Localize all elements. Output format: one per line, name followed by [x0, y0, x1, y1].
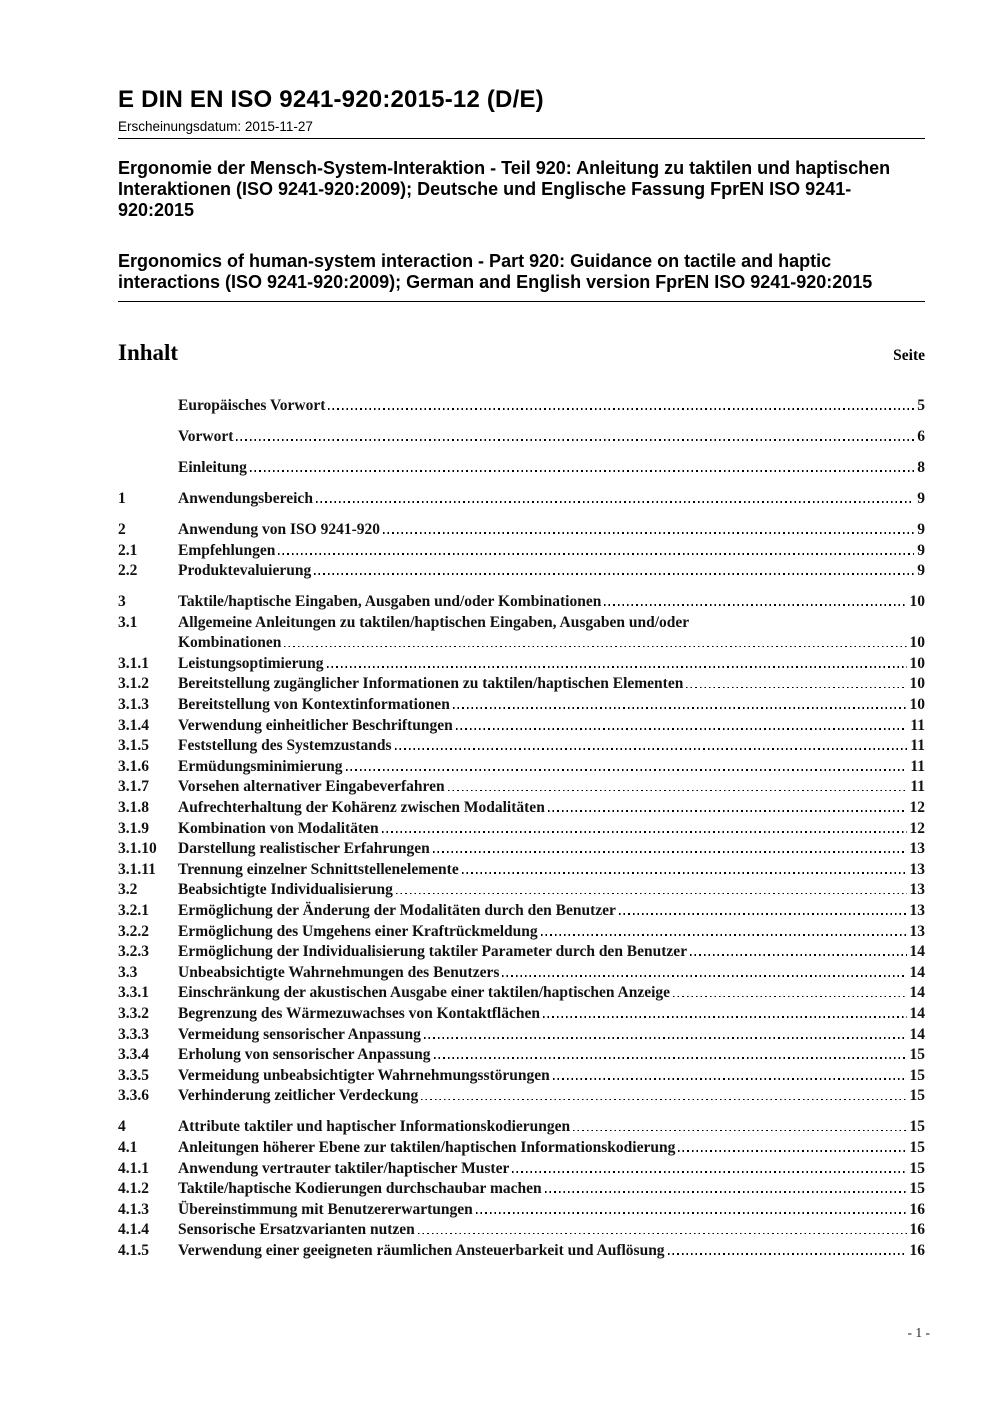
- toc-dot-leader: [512, 1171, 906, 1173]
- toc-entry-page: 10: [909, 675, 925, 693]
- toc-entry[interactable]: [118, 1066, 925, 1087]
- toc-entry-number: 3.1.11: [118, 860, 156, 878]
- toc-entry[interactable]: [118, 757, 925, 778]
- toc-dot-leader: [462, 872, 907, 874]
- toc-entry[interactable]: [118, 396, 925, 417]
- toc-entry[interactable]: [118, 1179, 925, 1200]
- toc-entry-number: 3.1.7: [118, 778, 149, 796]
- toc-entry-number: 1: [118, 489, 126, 507]
- toc-entry-number: 3.1.1: [118, 654, 149, 672]
- toc-entry[interactable]: [118, 1086, 925, 1107]
- toc-entry-title: Anwendung von ISO 9241-920: [178, 520, 380, 538]
- toc-entry-page: 15: [909, 1066, 925, 1084]
- toc-entry-page: 14: [909, 943, 925, 961]
- toc-dot-leader: [383, 532, 914, 534]
- toc-entry-title: Kombination von Modalitäten: [178, 819, 379, 837]
- toc-entry-title: Darstellung realistischer Erfahrungen: [178, 840, 430, 858]
- toc-entry-title: Einschränkung der akustischen Ausgabe einer taktilen/haptischen Anzeige: [178, 984, 671, 1002]
- toc-dot-leader: [604, 604, 906, 606]
- toc-dot-leader: [327, 666, 907, 668]
- toc-entry-title: Vorsehen alternativer Eingabeverfahren: [178, 778, 445, 796]
- toc-dot-leader: [346, 769, 908, 771]
- toc-entry-number: 3.2.2: [118, 922, 149, 940]
- toc-entry-number: 3.3.4: [118, 1046, 149, 1064]
- publication-date: Erscheinungsdatum: 2015-11-27: [118, 119, 313, 134]
- toc-dot-leader: [424, 1037, 907, 1039]
- toc-entry-title: Trennung einzelner Schnittstellenelemente: [178, 860, 459, 878]
- toc-entry-page: 11: [910, 778, 925, 796]
- toc-entry-title: Produktevaluierung: [178, 562, 312, 580]
- toc-entry-page: 14: [909, 984, 925, 1002]
- toc-entry-page: 12: [909, 799, 925, 817]
- toc-entry[interactable]: [118, 695, 925, 716]
- toc-dot-leader: [418, 1233, 907, 1235]
- toc-entry-page: 9: [917, 541, 925, 559]
- toc-entry-title: Unbeabsichtigte Wahrnehmungen des Benutzers: [178, 963, 500, 981]
- toc-entry[interactable]: [118, 674, 925, 695]
- toc-dot-leader: [284, 646, 906, 648]
- toc-entry-number: 3.1.9: [118, 819, 149, 837]
- toc-entry-page: 8: [917, 458, 925, 476]
- toc-entry-number: 3: [118, 593, 126, 611]
- toc-entry-page: 13: [909, 902, 925, 920]
- toc-entry[interactable]: [118, 819, 925, 840]
- toc-entry-number: 3.3: [118, 963, 138, 981]
- toc-entry-page: 12: [909, 819, 925, 837]
- toc-entry-number: 3.1.5: [118, 737, 149, 755]
- toc-entry-title: Ermöglichung des Umgehens einer Kraftrückmeldung: [178, 922, 538, 940]
- toc-entry-page: 10: [909, 634, 925, 652]
- toc-dot-leader: [448, 790, 908, 792]
- toc-entry[interactable]: [118, 880, 925, 901]
- toc-dot-leader: [453, 707, 907, 709]
- toc-entry-title: Kombinationen: [178, 634, 282, 652]
- toc-entry-page: 10: [909, 696, 925, 714]
- toc-entry[interactable]: [118, 1241, 925, 1262]
- toc-entry-title: Verhinderung zeitlicher Verdeckung: [178, 1087, 419, 1105]
- page-number-footer: - 1 -: [907, 1325, 930, 1340]
- toc-entry-number: 4.1.3: [118, 1200, 149, 1218]
- toc-entry-number: 2: [118, 520, 126, 538]
- toc-entry[interactable]: [118, 901, 925, 922]
- toc-entry[interactable]: [118, 860, 925, 881]
- toc-heading: Inhalt: [118, 340, 179, 365]
- toc-entry[interactable]: [118, 489, 925, 510]
- toc-page-column-label: Seite: [893, 347, 925, 364]
- toc-entry[interactable]: [118, 1117, 925, 1138]
- toc-dot-leader: [316, 501, 914, 503]
- toc-entry-number: 3.3.6: [118, 1087, 149, 1105]
- toc-entry-title: Allgemeine Anleitungen zu taktilen/haptischen Eingaben, Ausgaben und/oder: [178, 613, 690, 631]
- toc-entry[interactable]: [118, 963, 925, 984]
- toc-entry[interactable]: [118, 633, 925, 654]
- toc-entry[interactable]: [118, 983, 925, 1004]
- divider: [118, 138, 925, 139]
- toc-entry-number: 3.2: [118, 881, 138, 899]
- toc-entry-title: Verwendung einer geeigneten räumlichen Ansteuerbarkeit und Auflösung: [178, 1241, 665, 1259]
- toc-entry-number: 3.3.2: [118, 1004, 149, 1022]
- toc-entry-number: 4.1: [118, 1138, 138, 1156]
- toc-entry[interactable]: [118, 1220, 925, 1241]
- toc-entry[interactable]: [118, 561, 925, 582]
- divider: [118, 301, 925, 302]
- toc-dot-leader: [236, 439, 914, 441]
- toc-entry-page: 9: [917, 562, 925, 580]
- toc-entry-number: 4.1.5: [118, 1241, 149, 1259]
- toc-entry-number: 3.2.3: [118, 943, 149, 961]
- toc-entry-title: Leistungsoptimierung: [178, 654, 324, 672]
- toc-dot-leader: [541, 934, 907, 936]
- toc-dot-leader: [502, 975, 906, 977]
- toc-entry-page: 13: [909, 881, 925, 899]
- toc-entry-title: Ermöglichung der Änderung der Modalitäten durch den Benutzer: [178, 902, 616, 920]
- toc-entry-title: Taktile/haptische Kodierungen durchschaubar machen: [178, 1180, 542, 1198]
- toc-entry-title: Verwendung einheitlicher Beschriftungen: [178, 716, 453, 734]
- toc-dot-leader: [328, 408, 914, 410]
- toc-dot-leader: [548, 810, 907, 812]
- toc-list: [118, 396, 925, 1262]
- toc-entry-title: Bereitstellung zugänglicher Informationen zu taktilen/haptischen Elementen: [178, 675, 684, 693]
- toc-dot-leader: [314, 573, 914, 575]
- toc-entry-page: 14: [909, 963, 925, 981]
- toc-entry-number: 4.1.1: [118, 1159, 149, 1177]
- toc-entry-number: 4.1.4: [118, 1221, 149, 1239]
- toc-dot-leader: [434, 1057, 907, 1059]
- toc-entry[interactable]: [118, 1200, 925, 1221]
- toc-dot-leader: [476, 1212, 907, 1214]
- toc-dot-leader: [690, 954, 906, 956]
- toc-dot-leader: [433, 851, 907, 853]
- toc-entry-page: 14: [909, 1025, 925, 1043]
- toc-entry-title: Anwendungsbereich: [178, 489, 313, 507]
- toc-entry[interactable]: [118, 1159, 925, 1180]
- toc-entry-number: 3.1: [118, 613, 138, 631]
- toc-entry-page: 15: [909, 1118, 925, 1136]
- toc-entry[interactable]: [118, 1045, 925, 1066]
- toc-entry-number: 3.3.3: [118, 1025, 149, 1043]
- toc-entry[interactable]: [118, 654, 925, 675]
- document-number: E DIN EN ISO 9241-920:2015-12 (D/E): [118, 86, 544, 113]
- toc-dot-leader: [396, 893, 907, 895]
- toc-entry[interactable]: [118, 798, 925, 819]
- toc-entry-page: 16: [909, 1221, 925, 1239]
- toc-entry-title: Begrenzung des Wärmezuwachses von Kontaktflächen: [178, 1004, 540, 1022]
- toc-dot-leader: [553, 1078, 907, 1080]
- toc-entry-number: 3.1.2: [118, 675, 149, 693]
- toc-entry-title: Aufrechterhaltung der Kohärenz zwischen Modalitäten: [178, 799, 545, 817]
- toc-entry-page: 15: [909, 1138, 925, 1156]
- toc-entry-title: Europäisches Vorwort: [178, 397, 326, 414]
- toc-dot-leader: [668, 1253, 907, 1255]
- toc-entry-title: Anleitungen höherer Ebene zur taktilen/haptischen Informationskodierung: [178, 1138, 676, 1156]
- toc-entry-title: Einleitung: [178, 458, 247, 476]
- toc-entry-page: 5: [917, 397, 925, 414]
- toc-entry-title: Bereitstellung von Kontextinformationen: [178, 696, 450, 714]
- toc-dot-leader: [395, 748, 908, 750]
- toc-entry-number: 3.1.10: [118, 840, 157, 858]
- toc-dot-leader: [573, 1130, 906, 1132]
- toc-entry[interactable]: [118, 520, 925, 541]
- toc-entry[interactable]: [118, 427, 925, 448]
- toc-entry[interactable]: [118, 777, 925, 798]
- toc-entry-page: 15: [909, 1046, 925, 1064]
- toc-entry-number: 3.2.1: [118, 902, 149, 920]
- title-german: Ergonomie der Mensch-System-Interaktion - Teil 920: Anleitung zu taktilen und haptischen Interaktionen (ISO 9241-920:2009); Deutsche und Englische Fassung FprEN ISO 9241-920:2015: [118, 158, 891, 220]
- toc-entry[interactable]: [118, 716, 925, 737]
- toc-entry-number: 3.1.6: [118, 757, 149, 775]
- title-english: Ergonomics of human-system interaction - Part 920: Guidance on tactile and haptic interactions (ISO 9241-920:2009); German and English version FprEN ISO 9241-920:2015: [118, 251, 873, 292]
- toc-entry-page: 16: [909, 1200, 925, 1218]
- toc-entry-title: Ermüdungsminimierung: [178, 757, 343, 775]
- toc-entry-number: 4: [118, 1118, 126, 1136]
- toc-dot-leader: [678, 1150, 906, 1152]
- toc-entry[interactable]: [118, 458, 925, 479]
- toc-entry-number: 2.2: [118, 562, 138, 580]
- toc-entry-page: 15: [909, 1180, 925, 1198]
- toc-entry-number: 3.1.3: [118, 696, 149, 714]
- toc-dot-leader: [619, 913, 907, 915]
- toc-entry[interactable]: [118, 1025, 925, 1046]
- toc-entry[interactable]: [118, 1138, 925, 1159]
- toc-entry-title: Ermöglichung der Individualisierung taktiler Parameter durch den Benutzer: [178, 943, 688, 961]
- toc-entry-title: Übereinstimmung mit Benutzererwartungen: [178, 1200, 473, 1218]
- toc-dot-leader: [456, 728, 908, 730]
- toc-entry-title: Anwendung vertrauter taktiler/haptischer Muster: [178, 1159, 510, 1177]
- toc-entry-title: Vorwort: [178, 427, 234, 445]
- toc-entry[interactable]: [118, 1004, 925, 1025]
- toc-entry-page: 10: [909, 654, 925, 672]
- toc-entry-page: 11: [910, 737, 925, 755]
- toc-dot-leader: [673, 996, 906, 998]
- toc-entry[interactable]: [118, 922, 925, 943]
- toc-entry[interactable]: [118, 839, 925, 860]
- toc-dot-leader: [545, 1191, 907, 1193]
- toc-entry-title: Attribute taktiler und haptischer Informationskodierungen: [178, 1118, 571, 1136]
- toc-dot-leader: [686, 687, 906, 689]
- toc-entry[interactable]: [118, 541, 925, 562]
- toc-entry-title: Sensorische Ersatzvarianten nutzen: [178, 1221, 415, 1239]
- toc-entry[interactable]: [118, 613, 925, 634]
- toc-entry-number: 4.1.2: [118, 1180, 149, 1198]
- toc-entry-title: Vermeidung sensorischer Anpassung: [178, 1025, 421, 1043]
- toc-entry-page: 14: [909, 1004, 925, 1022]
- toc-entry-title: Empfehlungen: [178, 541, 276, 559]
- toc-entry-page: 9: [917, 489, 925, 507]
- toc-entry-title: Taktile/haptische Eingaben, Ausgaben und/oder Kombinationen: [178, 593, 602, 611]
- toc-header: [118, 340, 925, 366]
- toc-entry-page: 11: [910, 716, 925, 734]
- toc-entry-title: Beabsichtigte Individualisierung: [178, 881, 393, 899]
- toc-entry-number: 3.3.5: [118, 1066, 149, 1084]
- toc-entry-page: 13: [909, 922, 925, 940]
- toc-entry-title: Vermeidung unbeabsichtigter Wahrnehmungsstörungen: [178, 1066, 550, 1084]
- toc-entry[interactable]: [118, 592, 925, 613]
- toc-dot-leader: [278, 553, 914, 555]
- toc-entry-number: 3.3.1: [118, 984, 149, 1002]
- toc-entry-page: 10: [909, 593, 925, 611]
- toc-entry-page: 15: [909, 1159, 925, 1177]
- toc-entry-page: 11: [910, 757, 925, 775]
- toc-entry[interactable]: [118, 942, 925, 963]
- toc-entry-page: 15: [909, 1087, 925, 1105]
- toc-dot-leader: [382, 831, 907, 833]
- toc-entry[interactable]: [118, 736, 925, 757]
- toc-entry-page: 6: [917, 427, 925, 445]
- toc-entry-page: 9: [917, 520, 925, 538]
- toc-entry-page: 13: [909, 860, 925, 878]
- toc-dot-leader: [543, 1016, 907, 1018]
- toc-entry-page: 13: [909, 840, 925, 858]
- toc-entry-title: Erholung von sensorischer Anpassung: [178, 1046, 431, 1064]
- toc-entry-number: 3.1.8: [118, 799, 149, 817]
- toc-entry-number: 3.1.4: [118, 716, 149, 734]
- toc-entry-number: 2.1: [118, 541, 138, 559]
- toc-entry-title: Feststellung des Systemzustands: [178, 737, 392, 755]
- toc-dot-leader: [250, 470, 914, 472]
- toc-entry-page: 16: [909, 1241, 925, 1259]
- toc-dot-leader: [421, 1099, 906, 1101]
